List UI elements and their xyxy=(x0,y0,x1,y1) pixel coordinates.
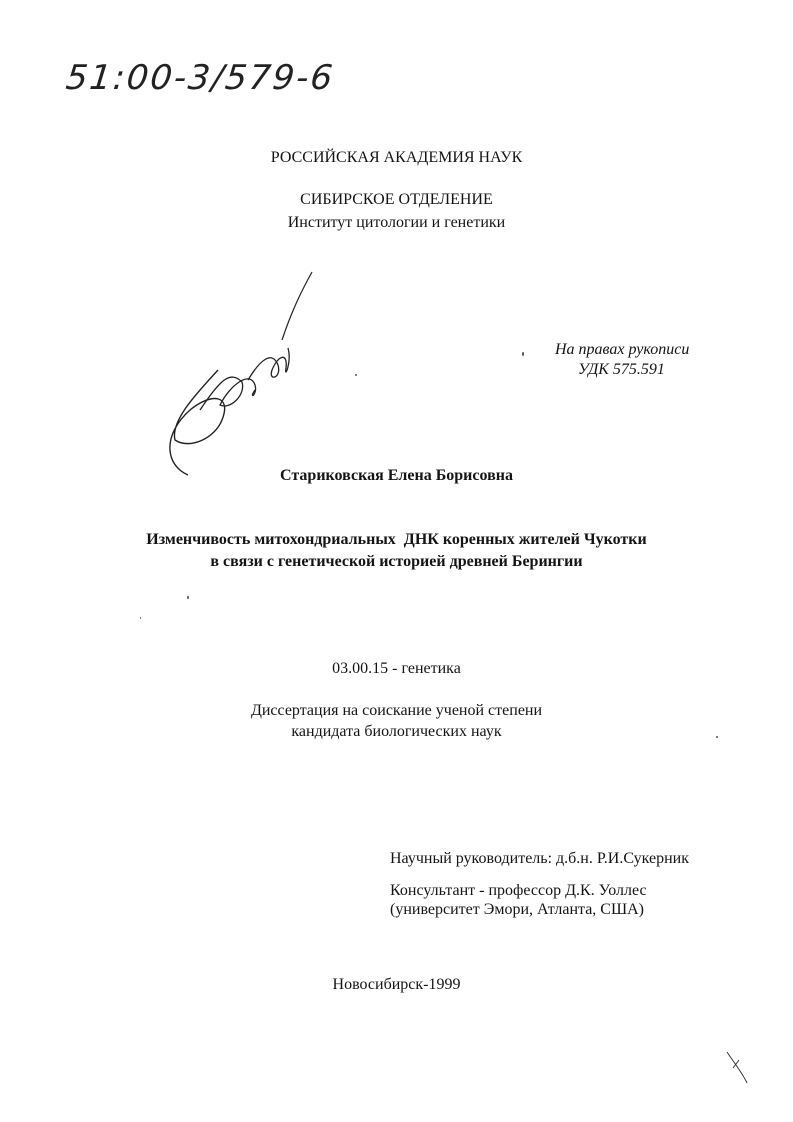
branch-name: СИБИРСКОЕ ОТДЕЛЕНИЕ xyxy=(300,191,493,208)
archive-number: 51:00-3/579-6 xyxy=(63,58,337,98)
consultant-line-1: Консультант - профессор Д.К. Уоллес xyxy=(390,882,647,899)
dissertation-title-line-2: в связи с генетической историей древней Берингии xyxy=(210,553,583,570)
manuscript-rights-note: На правах рукописи xyxy=(555,341,690,358)
author-name: Стариковская Елена Борисовна xyxy=(280,467,513,484)
academy-name: РОССИЙСКАЯ АКАДЕМИЯ НАУК xyxy=(270,149,523,166)
city-year: Новосибирск-1999 xyxy=(332,976,461,993)
handwritten-signature xyxy=(160,270,315,485)
degree-line-2: кандидата биологических наук xyxy=(291,723,502,740)
dissertation-title-line-1: Изменчивость митохондриальных ДНК коренных жителей Чукотки xyxy=(146,531,647,548)
scientific-supervisor: Научный руководитель: д.б.н. Р.И.Сукерник xyxy=(390,850,689,867)
consultant-line-2: (университет Эмори, Атланта, США) xyxy=(390,901,644,918)
udk-code: УДК 575.591 xyxy=(578,361,665,378)
corner-pen-mark xyxy=(725,1050,765,1100)
institute-name: Институт цитологии и генетики xyxy=(287,214,506,231)
specialty-code: 03.00.15 - генетика xyxy=(332,660,461,677)
degree-line-1: Диссертация на соискание ученой степени xyxy=(250,702,543,719)
